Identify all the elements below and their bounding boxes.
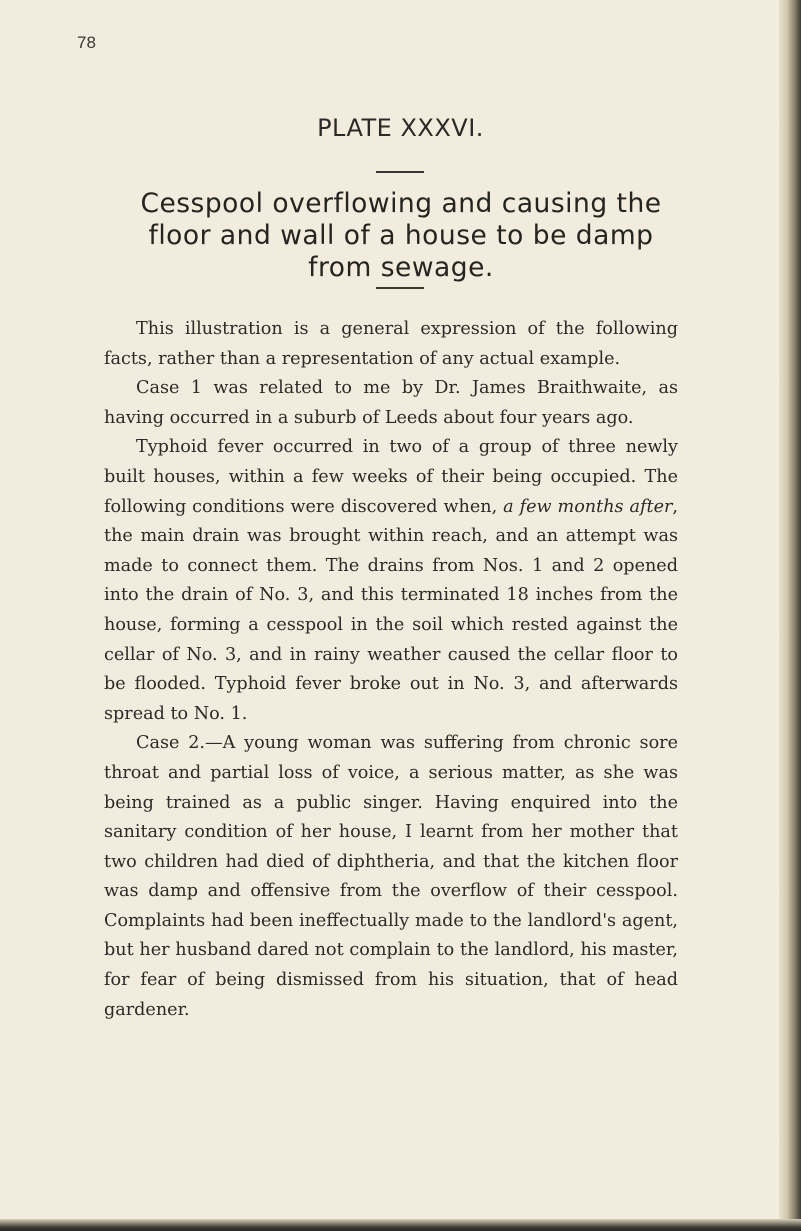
page-number: 78 <box>77 33 96 52</box>
plate-heading: Cesspool overflowing and causing the floor and wall of a house to be damp from sewage. <box>140 188 662 283</box>
paragraph-typhoid-emphasis: a few months after <box>503 496 673 517</box>
plate-title: PLATE XXXVI. <box>317 114 484 142</box>
body-text <box>104 315 678 1025</box>
title-divider-bottom <box>376 287 424 289</box>
paragraph-case-2: Case 2.—A young woman was suffering from chronic sore throat and partial loss of voice, a serious matter, as she was being trained as a public singer. Having enquired into the sanitary condition of her house, I learnt from her mother that two children had died of diphtheria, and that the kitchen floor was damp and offensive from the overflow of their cesspool. Complaints had been ineffectually made to the landlord's agent, but her husband dared not complain to the landlord, his master, for fear of being dismissed from his situation, that of head gardener. <box>104 733 678 1020</box>
paragraph-typhoid-before: Typhoid fever occurred in two of a group of three newly built houses, within a few weeks of their being occupied. The following conditions were discovered when, <box>104 437 678 517</box>
paragraph-case-1: Case 1 was related to me by Dr. James Braithwaite, as having occurred in a suburb of Leeds about four years ago. <box>104 378 678 428</box>
paragraph-typhoid <box>104 433 678 729</box>
paragraph-intro: This illustration is a general expression of the following facts, rather than a representation of any actual example. <box>104 319 678 369</box>
page-bottom-edge <box>0 1219 801 1231</box>
title-divider-top <box>376 171 424 173</box>
book-spine-edge <box>779 0 801 1231</box>
paragraph-typhoid-after: , the main drain was brought within reach, and an attempt was made to connect them. The drains from Nos. 1 and 2 opened into the drain of No. 3, and this terminated 18 inches from the house, forming a cesspool in the soil which rested against the cellar of No. 3, and in rainy weather caused the cellar floor to be flooded. Typhoid fever broke out in No. 3, and afterwards spread to No. 1. <box>104 496 678 724</box>
